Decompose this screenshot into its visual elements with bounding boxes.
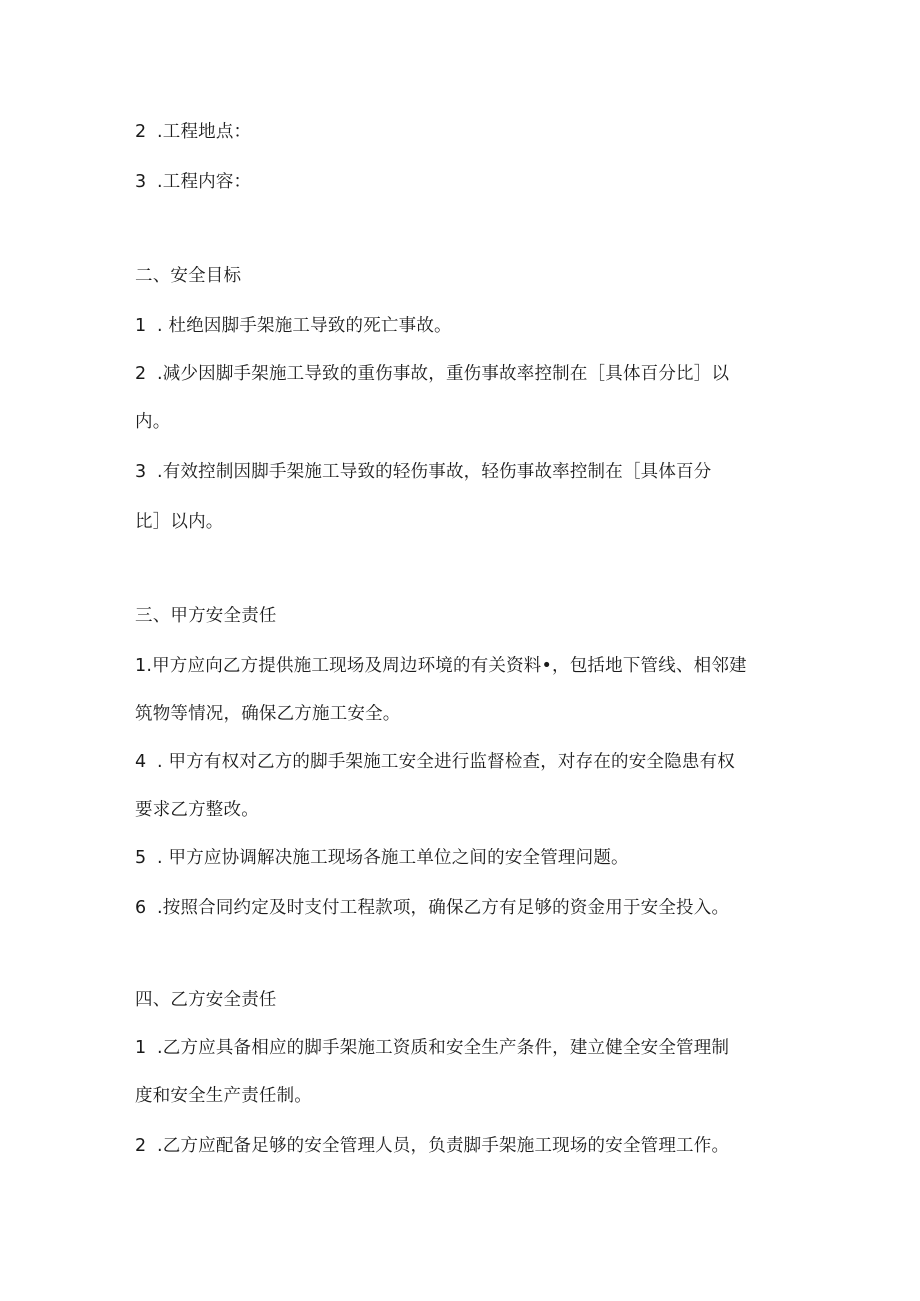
list-item — [135, 846, 629, 870]
item-text: .按照合同约定及时支付工程款项，确保乙方有足够的资金用于安全投入。 — [157, 898, 730, 918]
item-number: 4 — [135, 752, 147, 772]
section-heading-safety-goals: 二、安全目标 — [135, 266, 242, 286]
list-item: 1.甲方应向乙方提供施工现场及周边环境的有关资料•，包括地下管线、相邻建 — [135, 656, 747, 676]
item-number: 2 — [135, 122, 147, 142]
item-text: .乙方应配备足够的安全管理人员，负责脚手架施工现场的安全管理工作。 — [157, 1136, 730, 1156]
list-item — [135, 362, 729, 386]
list-item — [135, 1036, 729, 1060]
project-location-item — [135, 120, 251, 144]
list-item — [135, 896, 729, 920]
list-item — [135, 1134, 729, 1158]
item-number: 6 — [135, 898, 147, 918]
item-number: 3 — [135, 172, 147, 192]
list-item-continuation: 度和安全生产责任制。 — [135, 1086, 312, 1106]
project-content-item — [135, 170, 251, 194]
item-text: . 杜绝因脚手架施工导致的死亡事故。 — [157, 316, 452, 336]
list-item — [135, 314, 452, 338]
list-item-continuation: 要求乙方整改。 — [135, 800, 259, 820]
section-heading-party-a-responsibility: 三、甲方安全责任 — [135, 606, 277, 626]
item-number: 1 — [135, 1038, 147, 1058]
item-number: 5 — [135, 848, 147, 868]
item-text: .工程地点： — [157, 122, 252, 142]
section-heading-party-b-responsibility: 四、乙方安全责任 — [135, 990, 277, 1010]
item-number: 1 — [135, 316, 147, 336]
item-text: . 甲方有权对乙方的脚手架施工安全进行监督检查，对存在的安全隐患有权 — [157, 752, 735, 772]
item-number: 2 — [135, 1136, 147, 1156]
list-item-continuation: 内。 — [135, 412, 171, 432]
item-number: 3 — [135, 462, 147, 482]
list-item — [135, 750, 735, 774]
list-item — [135, 460, 711, 484]
item-number: 2 — [135, 364, 147, 384]
item-text: .减少因脚手架施工导致的重伤事故，重伤事故率控制在［具体百分比］以 — [157, 364, 730, 384]
list-item-continuation: 筑物等情况，确保乙方施工安全。 — [135, 704, 401, 724]
item-text: . 甲方应协调解决施工现场各施工单位之间的安全管理问题。 — [157, 848, 629, 868]
item-text: .乙方应具备相应的脚手架施工资质和安全生产条件，建立健全安全管理制 — [157, 1038, 730, 1058]
item-text: .有效控制因脚手架施工导致的轻伤事故，轻伤事故率控制在［具体百分 — [157, 462, 712, 482]
list-item-continuation: 比］以内。 — [135, 512, 224, 532]
item-text: .工程内容： — [157, 172, 252, 192]
